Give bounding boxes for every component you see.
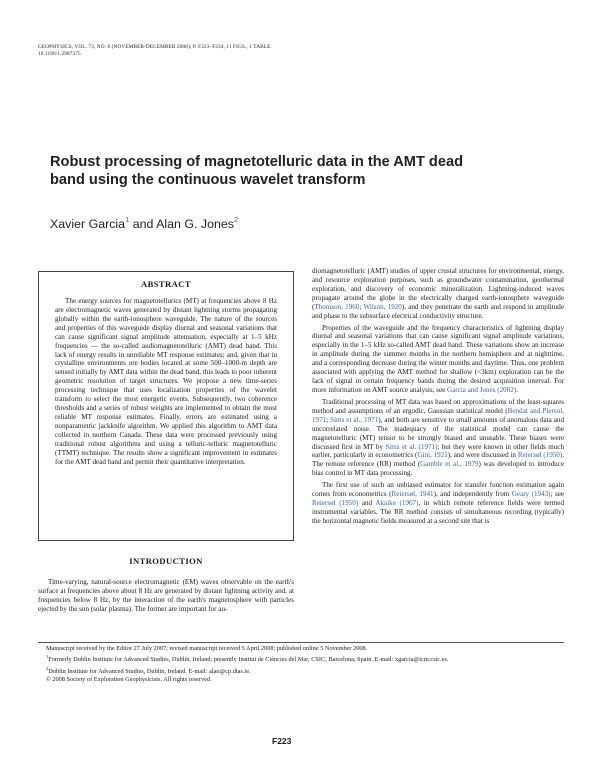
journal-header [38, 44, 518, 58]
author-conjunction: and [132, 217, 154, 232]
text-run: . [516, 385, 518, 394]
footnote-text: Dublin Institute for Advanced Studies, Dublin, Ireland. E-mail: alan@cp.dias.ie. [48, 667, 251, 675]
paper-title: Robust processing of magnetotelluric data in the AMT dead band using the continuous wavelet transform [50, 154, 463, 188]
paragraph-1 [312, 267, 564, 321]
text-run: . The remote reference (RR) method ( [312, 451, 564, 469]
right-column [312, 267, 564, 529]
abstract-text: The energy sources for magnetotellurics (MT) at frequencies above 8 Hz are electromagnetic waves generated by distant lightning storms propagating globally within the earth-ionosphere waveguide. The nature of the sources and properties of this waveguide display diurnal and seasonal variations that can cause significant signal amplitude attenuation, especially at 1–5 kHz frequencies — the so-called audiomagnetotelluric (AMT) dead band. This lack of energy results in unreliable MT response estimates; and, given that in crystalline environments ore bodies located at some 500–1000-m depth are sensed initially by AMT data within the dead band, this leads to poor inherent geometric resolution of target structures. We propose a new time-series processing technique that uses localization properties of the wavelet transform to select the most energetic events. Subsequently, two coherence thresholds and a series of robust weights are implemented to obtain the most reliable MT response estimates. Finally, errors are estimated using a nonparametric jackknife algorithm. We applied this algorithm to AMT data collected in northern Canada. These data were processed previously using traditional robust algorithms and using a telluric-telluric magnetotelluric (TTMT) technique. The results show a significant improvement in estimates for the AMT dead band and permit their quantitative interpretation. [55, 297, 277, 466]
text-run: The first use of such an unbiased estimator for transfer function estimation again comes from econometrics ( [312, 481, 564, 499]
doi: 10.1190/1.2987375 [38, 51, 81, 57]
author-1: Xavier Garcia [50, 217, 126, 232]
citation-link[interactable]: Reiersøl (1950) [312, 499, 359, 508]
introduction-heading: INTRODUCTION [129, 556, 203, 566]
paragraph-3 [312, 398, 564, 478]
footnote-text: Formerly Dublin Institute for Advanced Studies, Dublin, Ireland; presently Institut de Ciències del Mar, CSIC, Barcelona, Spain. E-mail: xgarcia@icm.csic.es. [48, 656, 449, 664]
author-2: Alan G. Jones [156, 217, 234, 232]
text-run: ), and independently from [433, 490, 512, 499]
journal-citation: GEOPHYSICS, VOL. 73, NO. 6 (NOVEMBER-DECEMBER 2008); P. F223–F234, 11 FIGS., 1 TABLE. [38, 44, 272, 50]
author-2-affiliation-link[interactable]: 2 [233, 215, 239, 224]
citation-link[interactable]: Gini, 1921 [417, 451, 448, 460]
footnotes [38, 645, 564, 684]
citation-link[interactable]: Reiersøl (1950) [517, 451, 563, 460]
footnote-2 [38, 665, 564, 676]
author-line [50, 216, 238, 231]
citation-link[interactable]: Sims et al., 1971 [330, 415, 379, 424]
introduction-text: Time-varying, natural-source electromagnetic (EM) waves observable on the earth's surface at frequencies above about 8 Hz are generated by distant lightning activity and, at frequencies below 8 Hz, by the interaction of the earth's magnetosphere with particles ejected by the sun (solar plasma). The former are important for au- [38, 578, 294, 613]
footnote-divider [38, 642, 564, 643]
manuscript-note: Manuscript received by the Editor 27 July 2007; revised manuscript received 5 April 2008; published online 5 November 2008. [46, 645, 368, 652]
text-run: , in which remote reference fields were termed instrumental variables. The RR method consists of simultaneous recording (typically) the horizontal magnetic fields measured at a second site that is [312, 499, 564, 525]
paragraph-2 [312, 324, 564, 395]
text-run: ), and were discussed in [447, 451, 518, 460]
text-run: ) was developed to introduce bias control in MT data processing. [312, 460, 564, 478]
copyright: © 2008 Society of Exploration Geophysicists. All rights reserved. [46, 675, 212, 683]
author-1-affiliation-link[interactable]: 1 [125, 215, 130, 224]
abstract-heading: ABSTRACT [141, 279, 191, 289]
paragraph-4 [312, 481, 564, 526]
text-run: ), and they penetrate the earth and respond in amplitude and phase to the subsurface electrical conductivity structure. [312, 302, 564, 320]
text-run: and [358, 499, 376, 508]
text-run: Traditional processing of MT data was based on approximations of the least-squares method and assumptions of an ergodic, Gaussian statistical model ( [312, 397, 564, 415]
text-run: ; [359, 302, 364, 311]
footnote-marker: 1 [46, 654, 49, 660]
text-run: ; see [550, 490, 565, 499]
citation-link[interactable]: Bendat and Piersol, 1971 [312, 406, 564, 424]
text-run: Properties of the waveguide and the frequency characteristics of lightning display diurnal and seasonal variations that can cause significant signal amplitude variations, especially in the 1–5 kHz so-called AMT dead band. These variations show an increase in amplitude during the summer months in the northern hemisphere and at nighttime, and a corresponding decrease during the winter months and daytime. Thus, one problem associated with applying the AMT method for shallow (<3km) exploration can be the lack of signal in certain frequency bands during the desired acquisition interval. For more information on AMT source analysis, see [312, 323, 564, 394]
text-run: diomagnetotelluric (AMT) studies of upper crustal structures for environmental, energy, and resource exploration purposes, such as groundwater contamination, geothermal exploration, and discovery of economic mineralization. Lightning-induced waves propagate around the globe in the electrically charged earth-ionosphere waveguide ( [312, 267, 564, 311]
text-run: ; but they were known in other fields much earlier, particularly in econometrics ( [312, 442, 564, 460]
text-run: ), and both are sensitive to small amounts of anomalous data and uncorrelated noise. The inadequacy of the statistical model can cause the magnetotelluric (MT) tensor to be strongly biased and unusable. These biases were discussed first in MT by [312, 415, 565, 451]
citation-link[interactable]: Akaike (1967) [375, 499, 419, 508]
citation-link[interactable]: Reiersøl, 1941 [391, 490, 434, 499]
citation-link[interactable]: Geary (1943) [511, 490, 551, 499]
citation-link[interactable]: Thomson, 1960 [314, 302, 360, 311]
citation-link[interactable]: Garcia and Jones (2002) [447, 385, 517, 394]
page-number: F223 [272, 736, 292, 746]
footnote-marker: 2 [46, 665, 49, 671]
text-run: ; [326, 415, 331, 424]
footnote-1 [38, 653, 564, 664]
citation-link[interactable]: Wilson, 1920 [363, 302, 402, 311]
citation-link[interactable]: Sims et al. (1971) [385, 442, 438, 451]
citation-link[interactable]: Gamble et al., 1979 [420, 460, 479, 469]
